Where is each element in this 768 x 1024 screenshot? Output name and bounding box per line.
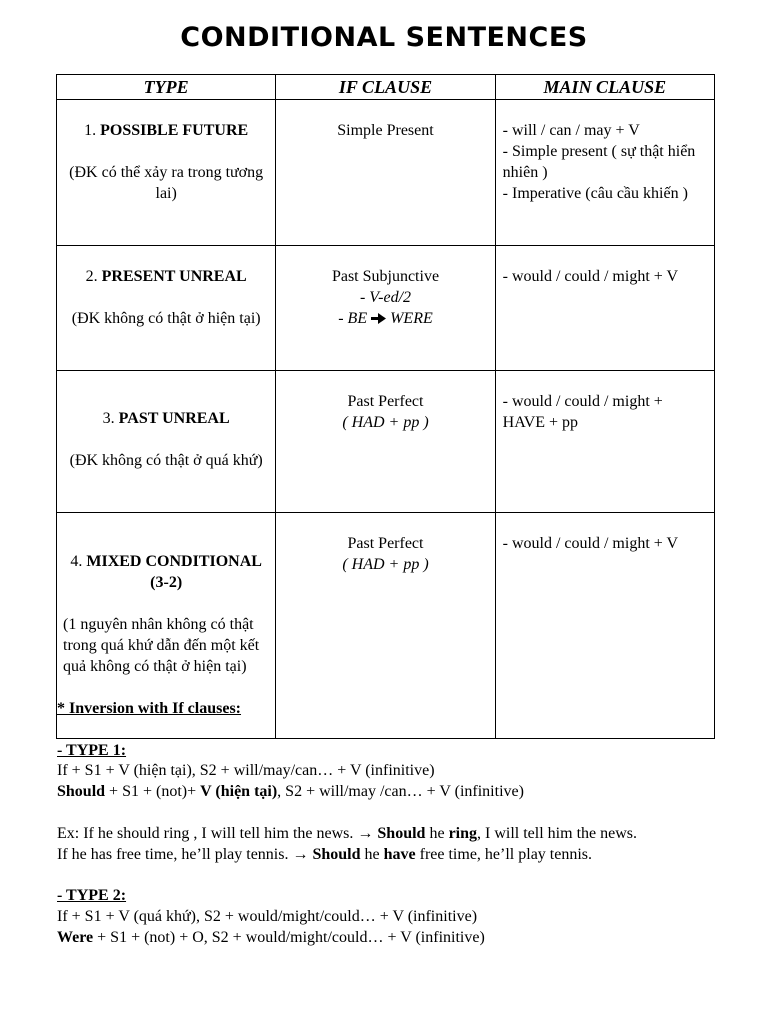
main-clause-cell bbox=[495, 371, 714, 513]
if-clause-line: - V-ed/2 bbox=[359, 289, 412, 306]
table-row bbox=[57, 246, 715, 371]
if-clause-cell bbox=[276, 246, 495, 371]
type-description: (1 nguyên nhân không có thật trong quá khứ dẫn đến một kết quả không có thật ở hiện tại) bbox=[63, 616, 260, 675]
type-description: (ĐK không có thật ở quá khứ) bbox=[69, 452, 263, 469]
type-name: POSSIBLE FUTURE bbox=[100, 122, 249, 139]
inversion-heading: * Inversion with If clauses: bbox=[57, 700, 242, 717]
main-clause-line: - will / can / may + V bbox=[502, 122, 640, 139]
if-clause-line: Past Perfect bbox=[347, 535, 424, 552]
conditional-table bbox=[56, 74, 715, 739]
type1-example-1: Ex: If he should ring , I will tell him the news. → Should he ring, I will tell him the news. bbox=[57, 824, 637, 842]
type2-formula: If + S1 + V (quá khứ), S2 + would/might/could… + V (infinitive) bbox=[57, 907, 478, 925]
type2-heading: - TYPE 2: bbox=[57, 887, 127, 905]
type-name: MIXED CONDITIONAL (3-2) bbox=[86, 553, 262, 591]
main-clause-line: - would / could / might + V bbox=[502, 268, 679, 285]
header-type: TYPE bbox=[57, 75, 276, 100]
main-clause-line: - Imperative (câu cầu khiến ) bbox=[502, 185, 688, 202]
type-number: 1. bbox=[84, 122, 97, 139]
if-clause-line: Past Subjunctive bbox=[331, 268, 440, 285]
header-main-clause: MAIN CLAUSE bbox=[495, 75, 714, 100]
header-if-clause: IF CLAUSE bbox=[276, 75, 495, 100]
arrow-icon: → bbox=[292, 845, 309, 863]
if-clause-line: Simple Present bbox=[337, 122, 434, 139]
if-clause-line: ( HAD + pp ) bbox=[342, 556, 429, 573]
type-description: (ĐK không có thật ở hiện tại) bbox=[71, 310, 261, 327]
if-clause-cell bbox=[276, 100, 495, 246]
type2-inversion-formula: Were + S1 + (not) + O, S2 + would/might/could… + V (infinitive) bbox=[57, 928, 485, 946]
type1-heading: - TYPE 1: bbox=[57, 741, 127, 759]
type1-formula: If + S1 + V (hiện tại), S2 + will/may/can… + V (infinitive) bbox=[57, 762, 435, 780]
type-name: PAST UNREAL bbox=[118, 410, 230, 427]
type-cell bbox=[57, 371, 276, 513]
table-row bbox=[57, 100, 715, 246]
type-number: 3. bbox=[102, 410, 115, 427]
if-clause-cell bbox=[276, 371, 495, 513]
if-clause-line: - BE WERE bbox=[338, 310, 433, 327]
type-number: 2. bbox=[85, 268, 98, 285]
page-title: CONDITIONAL SENTENCES bbox=[180, 22, 588, 53]
type-number: 4. bbox=[70, 553, 83, 570]
type1-example-2: If he has free time, he’ll play tennis. → Should he have free time, he’ll play tennis. bbox=[57, 845, 593, 863]
if-clause-line: Past Perfect bbox=[347, 393, 424, 410]
main-clause-line: - would / could / might + V bbox=[502, 535, 679, 552]
main-clause-line: - Simple present ( sự thật hiển nhiên ) bbox=[502, 143, 696, 181]
arrow-right-icon bbox=[371, 313, 386, 324]
main-clause-line: - would / could / might + HAVE + pp bbox=[502, 393, 663, 431]
type-name: PRESENT UNREAL bbox=[101, 268, 247, 285]
inversion-notes bbox=[57, 699, 737, 949]
main-clause-cell bbox=[495, 246, 714, 371]
if-clause-line: ( HAD + pp ) bbox=[342, 414, 429, 431]
type-cell bbox=[57, 100, 276, 246]
type-cell bbox=[57, 246, 276, 371]
arrow-icon: → bbox=[357, 824, 374, 842]
type1-inversion-formula: Should + S1 + (not)+ V (hiện tại), S2 + will/may /can… + V (infinitive) bbox=[57, 783, 524, 801]
type-description: (ĐK có thể xảy ra trong tương lai) bbox=[69, 164, 264, 202]
table-header-row bbox=[57, 75, 715, 100]
table-row bbox=[57, 371, 715, 513]
main-clause-cell bbox=[495, 100, 714, 246]
